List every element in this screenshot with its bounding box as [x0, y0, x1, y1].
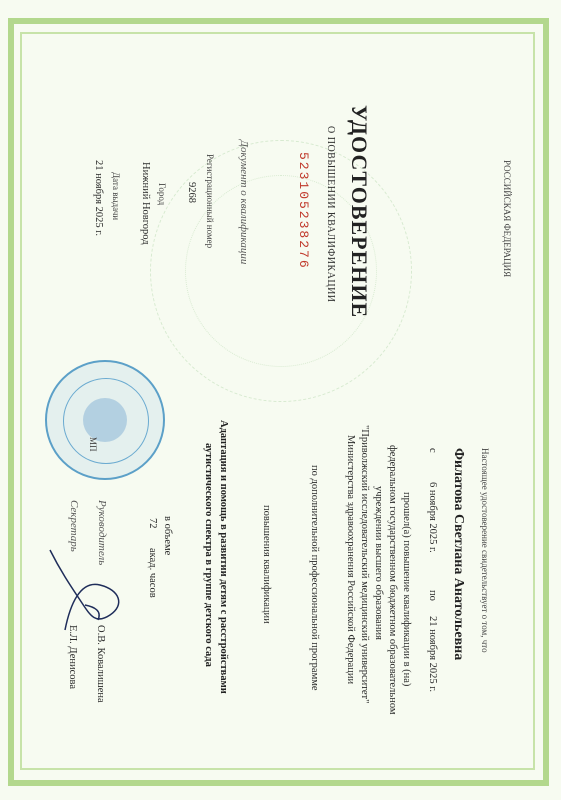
- seal-mark: МП: [88, 437, 98, 452]
- volume-unit: акад. часов: [147, 548, 158, 598]
- signature-scribble: [40, 545, 130, 645]
- org-line-4: Министерства здравоохранения Российской Федерации: [345, 435, 356, 685]
- volume-value: 72: [147, 518, 158, 529]
- issue-date-label: Дата выдачи: [111, 172, 121, 221]
- program-intro: по дополнительной профессиональной программе: [309, 465, 320, 691]
- city-label: Город: [157, 183, 167, 206]
- date-to: 21 ноября 2025 г.: [427, 616, 438, 693]
- country-label: РОССИЙСКАЯ ФЕДЕРАЦИЯ: [502, 160, 512, 278]
- date-from-prefix: с: [427, 448, 438, 453]
- head-label: Руководитель: [96, 500, 108, 566]
- program-type: повышения квалификации: [261, 505, 272, 624]
- intro-text: Настоящее удостоверение свидетельствует о том, что: [480, 448, 490, 653]
- head-name: О.В. Ковалишена: [95, 625, 106, 703]
- issue-date-value: 21 ноября 2025 г.: [93, 160, 104, 237]
- volume-label: в объеме: [162, 516, 173, 556]
- holder-name: Филатова Светлана Анатольевна: [451, 448, 466, 661]
- city-value: Нижний Новгород: [140, 162, 151, 245]
- org-line-2: учреждении высшего образования: [373, 486, 384, 640]
- document-subtitle: О ПОВЫШЕНИИ КВАЛИФИКАЦИИ: [325, 126, 336, 303]
- date-from: 6 ноября 2025 г.: [427, 482, 438, 553]
- emblem-icon: [83, 398, 127, 442]
- secretary-name: Е.Л. Денисова: [67, 625, 78, 689]
- program-title-line-1: Адаптация и помощь в развитии детям с расстройствами: [218, 420, 229, 694]
- reg-number-label: Регистрационный номер: [205, 154, 215, 249]
- reg-number-value: 9268: [186, 182, 197, 203]
- org-line-3: "Приволжский исследовательский медицинский университет": [359, 425, 370, 704]
- document-number: 523105238276: [296, 152, 311, 270]
- date-to-prefix: по: [427, 590, 438, 601]
- document-title: УДОСТОВЕРЕНИЕ: [347, 105, 372, 319]
- secretary-label: Секретарь: [68, 500, 80, 552]
- program-title-line-2: аутистического спектра в группе детского сада: [203, 443, 214, 667]
- official-seal: [45, 360, 165, 480]
- document-type: Документ о квалификации: [238, 140, 250, 265]
- org-line-1: федеральном государственном бюджетном образовательном: [387, 445, 398, 715]
- passed-text: прошел(а) повышение квалификации в (на): [401, 492, 412, 687]
